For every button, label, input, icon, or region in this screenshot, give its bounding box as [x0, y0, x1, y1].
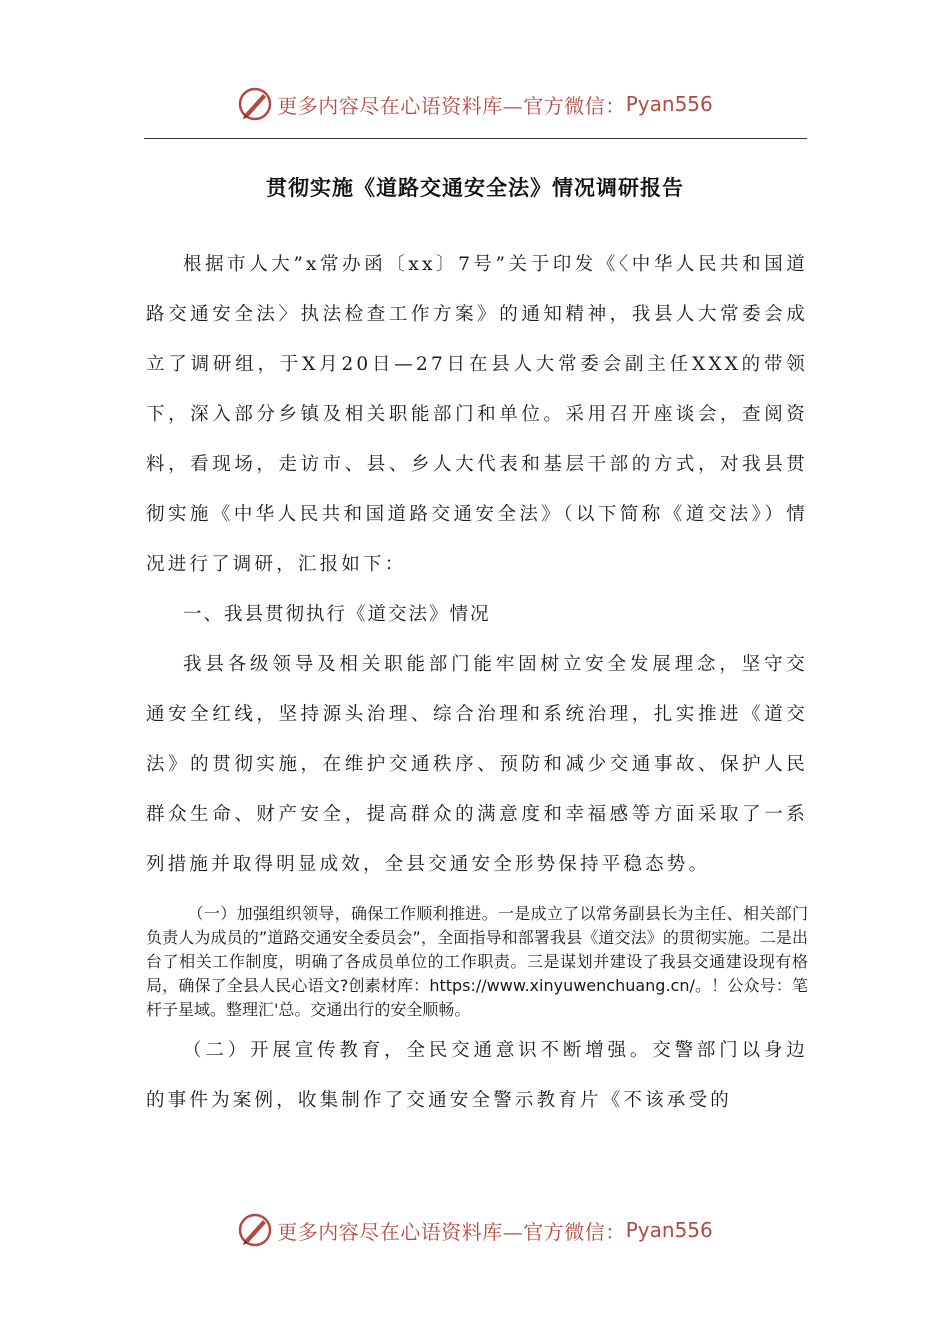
footer-watermark-banner — [0, 1210, 950, 1250]
paragraph-subsection-1: （一）加强组织领导，确保工作顺利推进。一是成立了以常务副县长为主任、相关部门负责人为成员的”道路交通安全委员会”，全面指导和部署我县《道交法》的贯彻实施。二是出台了相关工作制度，明确了各成员单位的工作职责。三是谋划并建设了我县交通建设现有格局，确保了全县人民心语文?创素材库：https://www.xinyuwenchuang.cn/。！公众号：笔杆子星域。整理汇'总。交通出行的安全顺畅。 — [146, 904, 808, 1019]
banner-text: 更多内容尽在心语资料库—官方微信： — [277, 1219, 626, 1244]
header-watermark-banner — [0, 84, 950, 124]
paragraph-intro: 根据市人大”x常办函〔xx〕7号”关于印发《〈中华人民共和国道路交通安全法〉执法检查工作方案》的通知精神，我县人大常委会成立了调研组，于X月20日—27日在县人大常委会副主任XXX的带领下，深入部分乡镇及相关职能部门和单位。采用召开座谈会，查阅资料，看现场，走访市、县、乡人大代表和基层干部的方式，对我县贯彻实施《中华人民共和国道路交通安全法》（以下简称《道交法》）情况进行了调研，汇报如下： — [146, 254, 808, 575]
pen-logo-icon — [237, 86, 273, 122]
document-title: 贯彻实施《道路交通安全法》情况调研报告 — [266, 176, 684, 200]
header-divider — [144, 138, 807, 139]
banner-text: 更多内容尽在心语资料库—官方微信： — [277, 93, 626, 118]
banner-wechat-id: Pyan556 — [625, 1218, 713, 1242]
pen-logo-icon — [237, 1212, 273, 1248]
document-body — [146, 240, 808, 1126]
paragraph-subsection-2: （二）开展宣传教育，全民交通意识不断增强。交警部门以身边的事件为案例，收集制作了交通安全警示教育片《不该承受的 — [146, 1040, 808, 1111]
banner-wechat-id: Pyan556 — [625, 92, 713, 116]
section-heading-1: 一、我县贯彻执行《道交法》情况 — [183, 604, 491, 625]
paragraph-section-1: 我县各级领导及相关职能部门能牢固树立安全发展理念，坚守交通安全红线，坚持源头治理、综合治理和系统治理，扎实推进《道交法》的贯彻实施，在维护交通秩序、预防和减少交通事故、保护人民群众生命、财产安全，提高群众的满意度和幸福感等方面采取了一系列措施并取得明显成效，全县交通安全形势保持平稳态势。 — [146, 654, 808, 875]
